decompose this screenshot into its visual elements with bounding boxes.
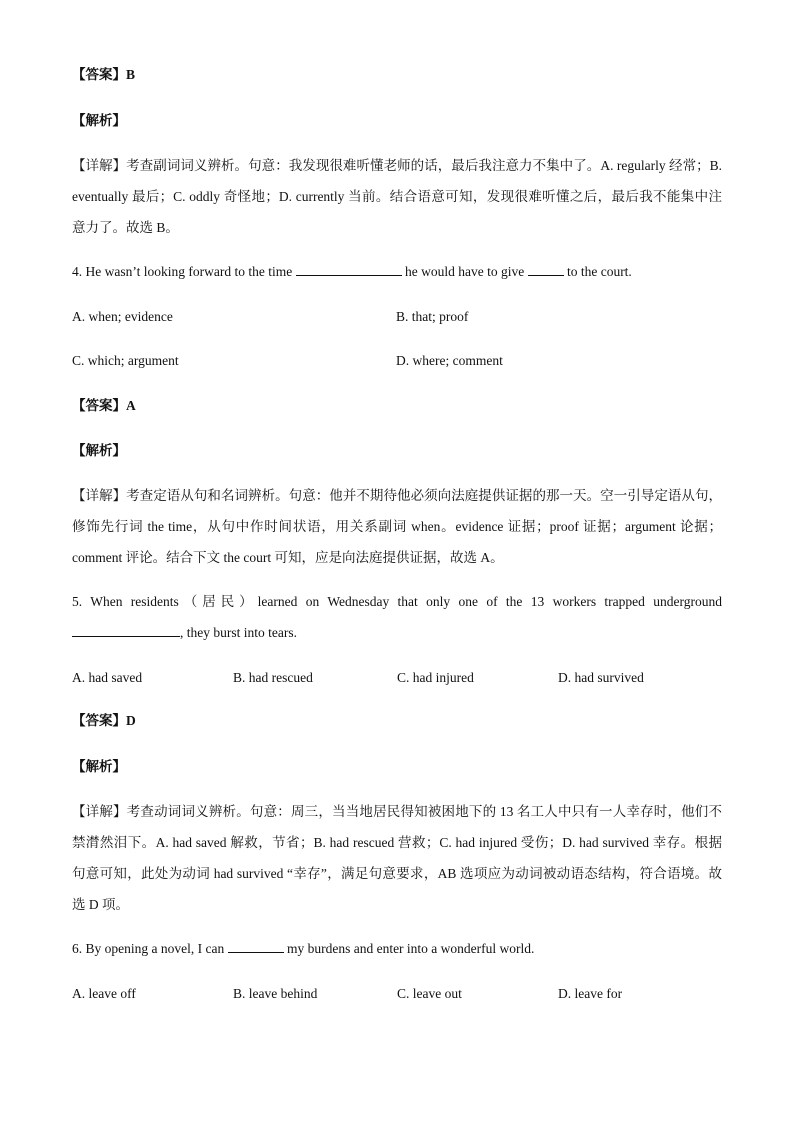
option-c: C. had injured bbox=[397, 670, 474, 685]
option-d: D. had survived bbox=[558, 670, 644, 685]
analysis-label-3: 【解析】 bbox=[72, 759, 126, 774]
question-6: 6. By opening a novel, I can my burdens and enter into a wonderful world. bbox=[72, 941, 535, 956]
blank bbox=[72, 624, 180, 637]
option-c: C. leave out bbox=[397, 986, 462, 1001]
explanation-1: 【详解】考查副词词义辨析。句意：我发现很难听懂老师的话，最后我注意力不集中了。A. regularly 经常；B. eventually 最后；C. oddly 奇怪地；D. currently 当前。结合语意可知，发现很难听懂之后，最后我不能集中注意力了。故选 B。 bbox=[72, 158, 722, 235]
option-d: D. leave for bbox=[558, 986, 623, 1001]
answer-label-1: 【答案】B bbox=[72, 67, 136, 82]
option-b: B. that; proof bbox=[396, 309, 469, 324]
analysis-label-2: 【解析】 bbox=[72, 443, 126, 458]
option-b: B. had rescued bbox=[233, 670, 313, 685]
explanation-3: 【详解】考查动词词义辨析。句意：周三，当当地居民得知被困地下的 13 名工人中只有一人幸存时，他们不禁潸然泪下。A. had saved 解救，节省；B. had rescued 营救；C. had injured 受伤；D. had survived 幸存。根据句意可知，此处为动词 had survived “幸存”，满足句意要求，AB 选项应为动词被动语态结构，符合语境。故选 D 项。 bbox=[72, 804, 722, 912]
blank bbox=[228, 940, 284, 953]
question-4: 4. He wasn’t looking forward to the time he would have to give to the court. bbox=[72, 264, 632, 279]
question-5-line-2: , they burst into tears. bbox=[72, 624, 297, 642]
option-a: A. when; evidence bbox=[72, 309, 173, 324]
option-a: A. leave off bbox=[72, 986, 136, 1001]
option-d: D. where; comment bbox=[396, 353, 503, 368]
answer-label-2: 【答案】A bbox=[72, 398, 136, 413]
explanation-2: 【详解】考查定语从句和名词辨析。句意：他并不期待他必须向法庭提供证据的那一天。空一引导定语从句，修饰先行词 the time，从句中作时间状语，用关系副词 when。evidence 证据；proof 证据；argument 论据；comment 评论。结合下文 the court 可知，应是向法庭提供证据，故选 A。 bbox=[72, 488, 722, 565]
question-5-line-1: 5. When residents（居民）learned on Wednesday that only one of the 13 workers trapped underground bbox=[72, 594, 722, 609]
option-b: B. leave behind bbox=[233, 986, 318, 1001]
answer-label-3: 【答案】D bbox=[72, 713, 136, 728]
blank bbox=[528, 263, 564, 276]
option-c: C. which; argument bbox=[72, 353, 179, 368]
analysis-label-1: 【解析】 bbox=[72, 113, 126, 128]
blank bbox=[296, 263, 402, 276]
option-a: A. had saved bbox=[72, 670, 143, 685]
